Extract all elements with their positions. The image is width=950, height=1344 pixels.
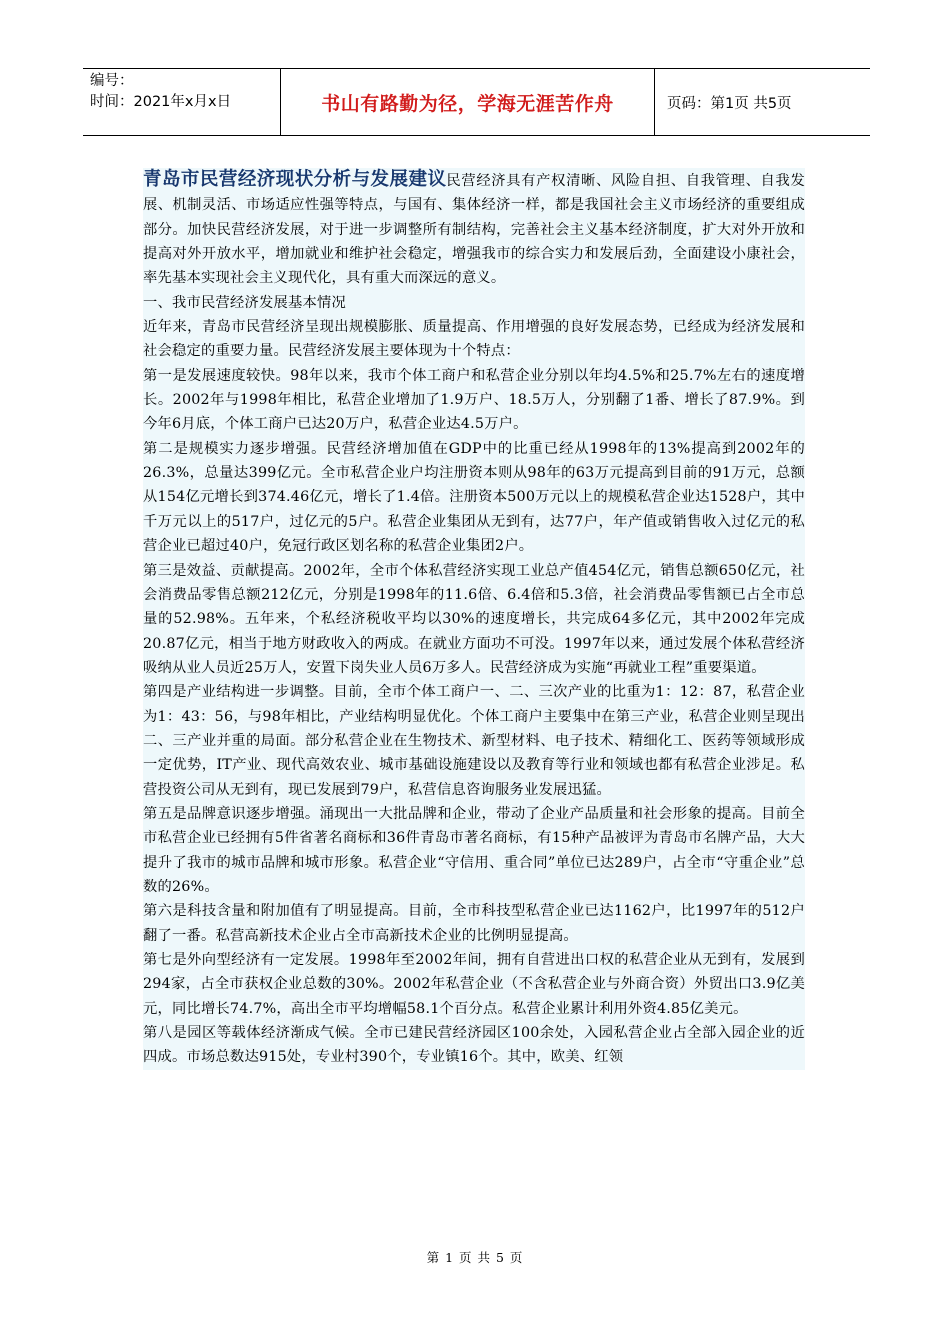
paragraph: 第三是效益、贡献提高。2002年，全市个体私营经济实现工业总产值454亿元，销售总额650亿元，社会消费品零售总额212亿元，分别是1998年的11.6倍、6.4倍和5.3倍，社会消费品零售额已占全市总量的52.98%。五年来，个私经济税收平均以30%的速度增长，共完成64多亿元，其中2002年完成20.87亿元，相当于地方财政收入的两成。在就业方面功不可没。1997年以来，通过发展个体私营经济吸纳从业人员近25万人，安置下岗失业人员6万多人。民营经济成为实施“再就业工程”重要渠道。 [143, 562, 805, 676]
intro-paragraph [143, 168, 805, 291]
paragraph: 第一是发展速度较快。98年以来，我市个体工商户和私营企业分别以年均4.5%和25.7%左右的速度增长。2002年与1998年相比，私营企业增加了1.9万户、18.5万人，分别翻了1番、增长了87.9%。到今年6月底，个体工商户已达20万户，私营企业达4.5万户。 [143, 367, 805, 433]
number-label: 编号： [90, 73, 134, 89]
paragraph: 第四是产业结构进一步调整。目前，全市个体工商户一、二、三次产业的比重为1：12：87，私营企业为1：43：56，与98年相比，产业结构明显优化。个体工商户主要集中在第三产业，私营企业则呈现出二、三产业并重的局面。部分私营企业在生物技术、新型材料、电子技术、精细化工、医药等领域形成一定优势，IT产业、现代高效农业、城市基础设施建设以及教育等行业和领域也都有私营企业涉足。私营投资公司从无到有，现已发展到79户，私营信息咨询服务业发展迅猛。 [143, 684, 805, 798]
intro-text: 民营经济具有产权清晰、风险自担、自我管理、自我发展、机制灵活、市场适应性强等特点，与国有、集体经济一样，都是我国社会主义市场经济的重要组成部分。加快民营经济发展，对于进一步调整所有制结构，完善社会主义基本经济制度，扩大对外开放和提高对外开放水平，增加就业和维护社会稳定，增强我市的综合实力和发展后劲，全面建设小康社会，率先基本实现社会主义现代化，具有重大而深远的意义。 [143, 173, 805, 287]
header-left-cell [83, 69, 280, 135]
paragraph: 第五是品牌意识逐步增强。涌现出一大批品牌和企业，带动了企业产品质量和社会形象的提高。目前全市私营企业已经拥有5件省著名商标和36件青岛市著名商标，有15种产品被评为青岛市名牌产品，大大提升了我市的城市品牌和城市形象。私营企业“守信用、重合同”单位已达289户，占全市“守重企业”总数的26%。 [143, 805, 805, 895]
document-title: 青岛市民营经济现状分析与发展建议 [143, 169, 447, 190]
paragraph: 第七是外向型经济有一定发展。1998年至2002年间，拥有自营进出口权的私营企业从无到有，发展到294家，占全市获权企业总数的30%。2002年私营企业（不含私营企业与外商合资）外贸出口3.9亿美元，同比增长74.7%，高出全市平均增幅58.1个百分点。私营企业累计利用外资4.85亿美元。 [143, 952, 805, 1017]
paragraph: 第二是规模实力逐步增强。民营经济增加值在GDP中的比重已经从1998年的13%提高到2002年的26.3%，总量达399亿元。全市私营企业户均注册资本则从98年的63万元提高到目前的91万元，总额从154亿元增长到374.46亿元，增长了1.4倍。注册资本500万元以上的规模私营企业达1528户，其中千万元以上的517户，过亿元的5户。私营企业集团从无到有，达77户，年产值或销售收入过亿元的私营企业已超过40户，免冠行政区划名称的私营企业集团2户。 [143, 440, 805, 555]
time-label: 时间：2021年x月x日 [90, 94, 232, 110]
paragraph: 近年来，青岛市民营经济呈现出规模膨胀、质量提高、作用增强的良好发展态势，已经成为经济发展和社会稳定的重要力量。民营经济发展主要体现为十个特点： [143, 319, 805, 360]
document-header [83, 68, 870, 136]
paragraph: 第六是科技含量和附加值有了明显提高。目前，全市科技型私营企业已达1162户，比1997年的512户翻了一番。私营高新技术企业占全市高新技术企业的比例明显提高。 [143, 903, 805, 944]
document-body [143, 168, 805, 1070]
section-heading: 一、我市民营经济发展基本情况 [143, 294, 346, 311]
page-footer: 第 1 页 共 5 页 [426, 1250, 524, 1265]
paragraph: 第八是园区等载体经济渐成气候。全市已建民营经济园区100余处，入园私营企业占全部入园企业的近四成。市场总数达915处，专业村390个，专业镇16个。其中，欧美、红领 [143, 1025, 805, 1066]
motto: 书山有路勤为径，学海无涯苦作舟 [280, 69, 655, 135]
page-label: 页码：第1页 共5页 [667, 95, 792, 112]
